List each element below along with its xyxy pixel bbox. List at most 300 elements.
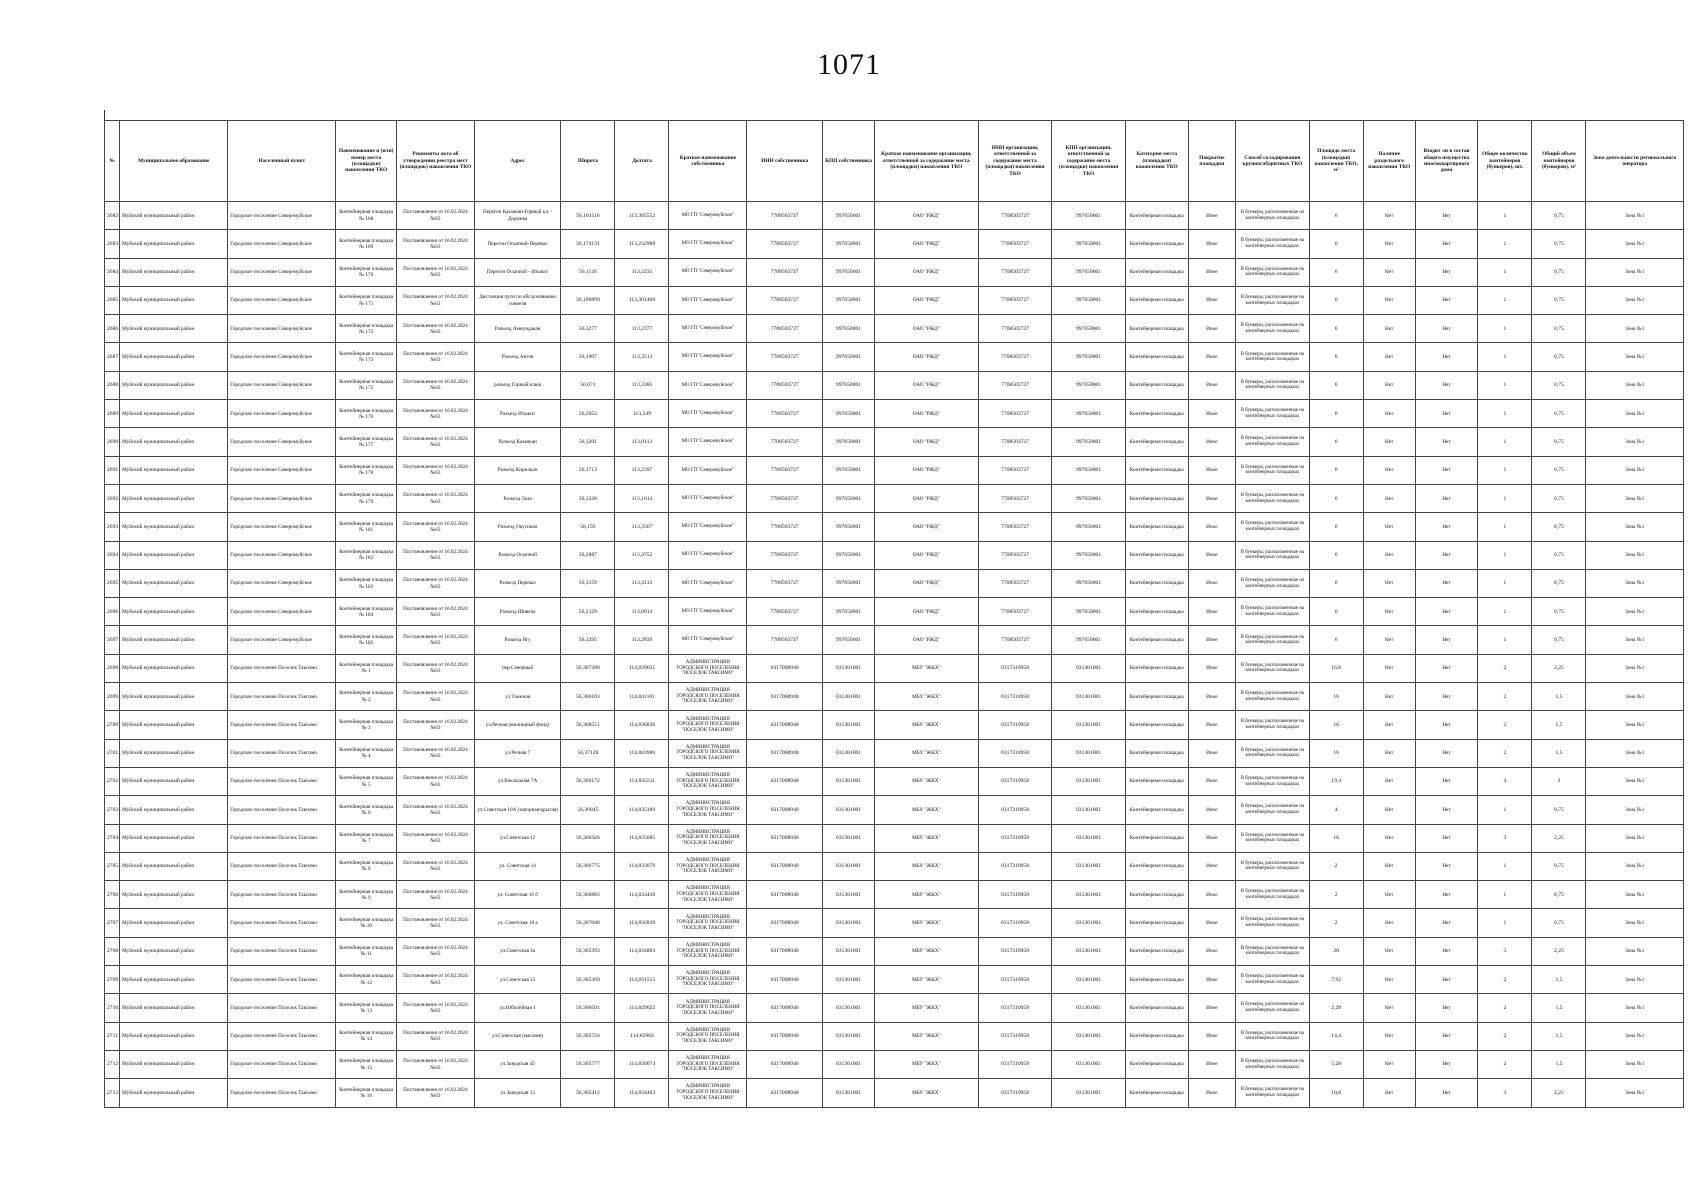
table-cell: Муйский муниципальный район (120, 626, 228, 654)
table-cell: 997650001 (823, 541, 875, 569)
table-cell: 1 (1478, 343, 1532, 371)
table-cell: 3 (1478, 937, 1532, 965)
table-cell: 113,232988 (615, 230, 669, 258)
table-cell: Городское поселение Поселок Таксимо (228, 852, 336, 880)
table-cell: 56,365777 (561, 1050, 615, 1078)
table-cell: Муйский муниципальный район (120, 428, 228, 456)
table-cell: АДМИНИСТРАЦИЯ ГОРОДСКОГО ПОСЕЛЕНИЯ "ПОСЕЛОК ТАКСИМО" (669, 796, 747, 824)
table-cell: 56,366775 (561, 852, 615, 880)
table-cell: Городское поселение Северомуйское (228, 513, 336, 541)
table-cell: 0,75 (1532, 230, 1586, 258)
table-cell: Контейнерная площадка № 8 (336, 852, 397, 880)
table-cell: Разъезд Казанкан (474, 428, 561, 456)
table-cell: 2 (1478, 1050, 1532, 1078)
table-cell: 7708503727 (747, 230, 823, 258)
table-cell: 031301001 (823, 711, 875, 739)
table-cell: Контейнерная площадка № 183 (336, 569, 397, 597)
table-cell: МБУ "ЖКХ" (874, 683, 978, 711)
table-cell: Нет (1363, 400, 1415, 428)
table-cell: Постановление от 16.02.2024 №63 (396, 654, 474, 682)
table-cell: 56,365393 (561, 937, 615, 965)
table-row (105, 541, 1684, 569)
table-cell: 1 (1478, 202, 1532, 230)
table-cell: Муйский муниципальный район (120, 230, 228, 258)
table-cell: 56,3328 (561, 484, 615, 512)
table-cell: Нет (1363, 711, 1415, 739)
table-cell: Постановление от 16.02.2024 №63 (396, 909, 474, 937)
table-cell: 997650001 (823, 626, 875, 654)
table-cell: Нет (1363, 683, 1415, 711)
table-cell: Контейнерная площадка № 175 (336, 371, 397, 399)
table-cell: 16 (1309, 683, 1363, 711)
table-cell: Нет (1363, 569, 1415, 597)
table-cell: Постановление от 16.02.2024 №63 (396, 937, 474, 965)
table-cell: Муйский муниципальный район (120, 569, 228, 597)
table-cell: 031301001 (1052, 711, 1126, 739)
table-cell: 6 (1309, 484, 1363, 512)
column-header: Общее количество контейнеров (бункеров), шт. (1478, 121, 1532, 202)
table-cell: Муйский муниципальный район (120, 315, 228, 343)
table-cell: Нет (1363, 258, 1415, 286)
left-margin-rule (104, 110, 105, 120)
table-cell: 2706 (105, 881, 120, 909)
table-cell: 7708503727 (747, 343, 823, 371)
table-cell: 2,29 (1309, 994, 1363, 1022)
table-cell: Разъезд Лазо (474, 484, 561, 512)
table-cell: 2 (1478, 994, 1532, 1022)
column-header: Реквизиты акта об утверждении реестра мест (площадок) накопления ТКО (396, 121, 474, 202)
table-cell: 2700 (105, 711, 120, 739)
table-cell: 7708503727 (978, 569, 1052, 597)
table-cell: ОАО "РЖД" (874, 484, 978, 512)
table-cell: Контейнерная площадка (1125, 1050, 1188, 1078)
table-row (105, 881, 1684, 909)
table-cell: 1,5 (1532, 1022, 1586, 1050)
table-cell: 113,2397 (615, 456, 669, 484)
table-cell: Нет (1363, 343, 1415, 371)
table-cell: Иное (1188, 513, 1236, 541)
table-cell: 0,75 (1532, 513, 1586, 541)
table-cell: 7708503727 (747, 541, 823, 569)
registry-table (104, 120, 1684, 1108)
table-cell: ул.Заводская 13 (474, 1079, 561, 1107)
table-cell: ОАО "РЖД" (874, 343, 978, 371)
table-cell: В бункеры, расположенные на контейнерных площадках (1236, 966, 1310, 994)
table-cell: 113,3567 (615, 513, 669, 541)
table-cell: В бункеры, расположенные на контейнерных площадках (1236, 881, 1310, 909)
table-cell: 0317310958 (978, 796, 1052, 824)
table-cell: Контейнерная площадка (1125, 456, 1188, 484)
table-cell: Иное (1188, 343, 1236, 371)
table-cell: Иное (1188, 428, 1236, 456)
table-cell: 1,5 (1532, 739, 1586, 767)
table-cell: 031301001 (1052, 909, 1126, 937)
table-cell: 114,843986 (615, 739, 669, 767)
table-cell: 997650001 (823, 569, 875, 597)
table-cell: В бункеры, расположенные на контейнерных площадках (1236, 937, 1310, 965)
table-cell: Контейнерная площадка № 10 (336, 909, 397, 937)
table-cell: 031301001 (823, 796, 875, 824)
table-cell: Муйский муниципальный район (120, 881, 228, 909)
table-cell: В бункеры, расположенные на контейнерных площадках (1236, 1050, 1310, 1078)
table-cell: Городское поселение Северомуйское (228, 626, 336, 654)
table-row (105, 937, 1684, 965)
table-cell: 114,834403 (615, 1079, 669, 1107)
table-cell: 0317008940 (747, 711, 823, 739)
table-cell: МО ГП "Северомуйское" (669, 428, 747, 456)
table-cell: Зона №1 (1586, 1079, 1684, 1107)
table-cell: В бункеры, расположенные на контейнерных площадках (1236, 315, 1310, 343)
table-cell: 997650001 (1052, 315, 1126, 343)
table-cell: МБУ "ЖКХ" (874, 966, 978, 994)
table-cell: 0317008940 (747, 824, 823, 852)
table-cell: 2694 (105, 541, 120, 569)
table-cell: 113,305552 (615, 202, 669, 230)
table-cell: В бункеры, расположенные на контейнерных площадках (1236, 767, 1310, 795)
table-cell: МБУ "ЖКХ" (874, 654, 978, 682)
table-cell: 997650001 (1052, 400, 1126, 428)
table-cell: 0317310958 (978, 852, 1052, 880)
table-cell: АДМИНИСТРАЦИЯ ГОРОДСКОГО ПОСЕЛЕНИЯ "ПОСЕЛОК ТАКСИМО" (669, 654, 747, 682)
table-cell: Нет (1415, 626, 1478, 654)
column-header: Входит ли в состав общего имущества многоквартирного дома (1415, 121, 1478, 202)
table-cell: Муйский муниципальный район (120, 937, 228, 965)
table-cell: Зона №1 (1586, 569, 1684, 597)
table-cell: 114,833679 (615, 852, 669, 880)
table-cell: Иное (1188, 881, 1236, 909)
table-cell: Контейнерная площадка № 9 (336, 881, 397, 909)
column-header: Муниципальное образование (120, 121, 228, 202)
table-row (105, 1050, 1684, 1078)
table-cell: Зона №1 (1586, 852, 1684, 880)
table-cell: 997650001 (823, 343, 875, 371)
table-cell: 7708503727 (747, 258, 823, 286)
table-cell: 6 (1309, 456, 1363, 484)
table-cell: Городское поселение Северомуйское (228, 202, 336, 230)
table-cell: 56,1136 (561, 258, 615, 286)
table-cell: В бункеры, расположенные на контейнерных площадках (1236, 286, 1310, 314)
table-cell: Иное (1188, 484, 1236, 512)
table-cell: Иное (1188, 371, 1236, 399)
table-cell: Городское поселение Северомуйское (228, 286, 336, 314)
table-cell: 7,92 (1309, 966, 1363, 994)
table-cell: Контейнерная площадка (1125, 994, 1188, 1022)
table-cell: 7708503727 (978, 456, 1052, 484)
column-header: Краткое наименование организации, ответственной за содержание места (площадки) накопления ТКО (874, 121, 978, 202)
table-cell: Муйский муниципальный район (120, 541, 228, 569)
table-row (105, 343, 1684, 371)
table-cell: Постановление от 16.02.2024 №63 (396, 569, 474, 597)
table-cell: В бункеры, расположенные на контейнерных площадках (1236, 683, 1310, 711)
table-cell: 997650001 (823, 400, 875, 428)
table-cell: 114,834803 (615, 937, 669, 965)
table-cell: Контейнерная площадка № 170 (336, 258, 397, 286)
table-cell: Иное (1188, 569, 1236, 597)
table-cell: 031301001 (823, 654, 875, 682)
table-cell: Разъезд Осыпной (474, 541, 561, 569)
table-cell: 16,8 (1309, 654, 1363, 682)
table-cell: 031301001 (823, 937, 875, 965)
table-cell: 031301001 (1052, 739, 1126, 767)
table-cell: АДМИНИСТРАЦИЯ ГОРОДСКОГО ПОСЕЛЕНИЯ "ПОСЕЛОК ТАКСИМО" (669, 1079, 747, 1107)
table-cell: Нет (1415, 598, 1478, 626)
table-cell: Постановление от 16.02.2024 №63 (396, 230, 474, 258)
table-cell: 2712 (105, 1050, 120, 1078)
table-cell: Контейнерная площадка (1125, 315, 1188, 343)
table-cell: 0,75 (1532, 343, 1586, 371)
table-cell: 7708503727 (747, 626, 823, 654)
table-cell: Нет (1415, 371, 1478, 399)
table-cell: 6 (1309, 626, 1363, 654)
table-row (105, 598, 1684, 626)
table-cell: 114,82963 (615, 1022, 669, 1050)
table-row (105, 796, 1684, 824)
table-cell: Нет (1415, 343, 1478, 371)
table-row (105, 626, 1684, 654)
table-cell: Контейнерная площадка № 171 (336, 286, 397, 314)
table-cell: 0317310958 (978, 683, 1052, 711)
table-cell: Контейнерная площадка (1125, 230, 1188, 258)
table-cell: Иное (1188, 202, 1236, 230)
table-cell: АДМИНИСТРАЦИЯ ГОРОДСКОГО ПОСЕЛЕНИЯ "ПОСЕЛОК ТАКСИМО" (669, 909, 747, 937)
table-cell: Постановление от 16.02.2024 №63 (396, 711, 474, 739)
table-cell: Постановление от 16.02.2024 №63 (396, 739, 474, 767)
table-cell: Муйский муниципальный район (120, 739, 228, 767)
table-cell: Муйский муниципальный район (120, 1079, 228, 1107)
table-cell: 0,75 (1532, 569, 1586, 597)
table-cell: 2686 (105, 315, 120, 343)
table-row (105, 258, 1684, 286)
table-cell: Контейнерная площадка № 5 (336, 767, 397, 795)
table-cell: 0,75 (1532, 484, 1586, 512)
table-cell: Контейнерная площадка № 4 (336, 739, 397, 767)
table-cell: Контейнерная площадка № 184 (336, 598, 397, 626)
table-cell: 56,3295 (561, 626, 615, 654)
table-cell: Зона №1 (1586, 796, 1684, 824)
table-cell: 7708503727 (747, 286, 823, 314)
table-cell: 0317008940 (747, 881, 823, 909)
table-cell: Городское поселение Северомуйское (228, 428, 336, 456)
table-cell: Контейнерная площадка (1125, 371, 1188, 399)
table-cell: Нет (1363, 937, 1415, 965)
table-cell: 031301001 (823, 1022, 875, 1050)
table-cell: Зона №1 (1586, 739, 1684, 767)
table-cell: 031301001 (1052, 654, 1126, 682)
table-cell: В бункеры, расположенные на контейнерных площадках (1236, 513, 1310, 541)
table-cell: 5,28 (1309, 1050, 1363, 1078)
table-cell: Муйский муниципальный район (120, 1022, 228, 1050)
table-cell: Нет (1415, 711, 1478, 739)
table-cell: Иное (1188, 937, 1236, 965)
table-cell: В бункеры, расположенные на контейнерных площадках (1236, 569, 1310, 597)
table-cell: Постановление от 16.02.2024 №63 (396, 541, 474, 569)
table-cell: Зона №1 (1586, 824, 1684, 852)
table-cell: МБУ "ЖКХ" (874, 852, 978, 880)
table-cell: Иное (1188, 598, 1236, 626)
table-cell: 031301001 (823, 739, 875, 767)
table-cell: 7708503727 (747, 400, 823, 428)
table-row (105, 230, 1684, 258)
table-cell: ОАО "РЖД" (874, 258, 978, 286)
table-cell: В бункеры, расположенные на контейнерных площадках (1236, 371, 1310, 399)
table-row (105, 456, 1684, 484)
table-cell: Муйский муниципальный район (120, 824, 228, 852)
table-cell: Контейнерная площадка (1125, 767, 1188, 795)
table-cell: 2702 (105, 767, 120, 795)
table-cell: ул. Советская 16 б (474, 881, 561, 909)
table-cell: 4 (1309, 796, 1363, 824)
table-cell: 1,5 (1532, 1050, 1586, 1078)
table-cell: 2711 (105, 1022, 120, 1050)
table-cell: 1 (1478, 400, 1532, 428)
table-row (105, 739, 1684, 767)
table-cell: 114,839621 (615, 654, 669, 682)
table-cell: 0317310958 (978, 881, 1052, 909)
table-cell: Иное (1188, 315, 1236, 343)
table-cell: 2691 (105, 456, 120, 484)
table-cell: Городское поселение Поселок Таксимо (228, 824, 336, 852)
table-cell: 6 (1309, 428, 1363, 456)
table-cell: МО ГП "Северомуйское" (669, 484, 747, 512)
table-cell: Нет (1415, 937, 1478, 965)
table-cell: 0317008940 (747, 937, 823, 965)
table-cell: ОАО "РЖД" (874, 371, 978, 399)
table-cell: Зона №1 (1586, 881, 1684, 909)
table-cell: 6 (1309, 258, 1363, 286)
table-cell: 997650001 (823, 428, 875, 456)
table-cell: Контейнерная площадка № 11 (336, 937, 397, 965)
table-cell: 2 (1478, 1022, 1532, 1050)
table-cell: 1 (1478, 796, 1532, 824)
table-cell: 1,5 (1532, 966, 1586, 994)
table-cell: Нет (1363, 626, 1415, 654)
table-cell: 031301001 (823, 852, 875, 880)
table-cell: Нет (1363, 315, 1415, 343)
table-cell: 0,75 (1532, 456, 1586, 484)
table-cell: Иное (1188, 824, 1236, 852)
table-cell: 56,368551 (561, 711, 615, 739)
table-cell: Городское поселение Поселок Таксимо (228, 711, 336, 739)
table-cell: Городское поселение Поселок Таксимо (228, 654, 336, 682)
table-cell: 56,2653 (561, 400, 615, 428)
table-cell: В бункеры, расположенные на контейнерных площадках (1236, 456, 1310, 484)
table-cell: 1,5 (1532, 683, 1586, 711)
table-cell: Городское поселение Поселок Таксимо (228, 683, 336, 711)
table-cell: МБУ "ЖКХ" (874, 1079, 978, 1107)
table-cell: В бункеры, расположенные на контейнерных площадках (1236, 258, 1310, 286)
table-cell: В бункеры, расположенные на контейнерных площадках (1236, 484, 1310, 512)
table-cell: Нет (1363, 739, 1415, 767)
table-cell: Иное (1188, 654, 1236, 682)
table-cell: Городское поселение Поселок Таксимо (228, 1079, 336, 1107)
table-cell: МБУ "ЖКХ" (874, 994, 978, 1022)
table-cell: ОАО "РЖД" (874, 513, 978, 541)
table-cell: Нет (1415, 796, 1478, 824)
table-cell: Контейнерная площадка № 181 (336, 513, 397, 541)
table-cell: 6 (1309, 315, 1363, 343)
table-cell: Контейнерная площадка (1125, 400, 1188, 428)
table-cell: 2692 (105, 484, 120, 512)
table-cell: Городское поселение Северомуйское (228, 343, 336, 371)
table-cell: Контейнерная площадка № 12 (336, 966, 397, 994)
table-cell: Нет (1415, 966, 1478, 994)
table-cell: Нет (1363, 909, 1415, 937)
table-cell: АДМИНИСТРАЦИЯ ГОРОДСКОГО ПОСЕЛЕНИЯ "ПОСЕЛОК ТАКСИМО" (669, 966, 747, 994)
table-cell: 031301001 (1052, 937, 1126, 965)
table-cell: 2701 (105, 739, 120, 767)
table-row (105, 966, 1684, 994)
table-cell: 2703 (105, 796, 120, 824)
column-header: Способ складирования крупногабаритных ТКО (1236, 121, 1310, 202)
table-cell: Нет (1415, 881, 1478, 909)
table-cell: Контейнерная площадка (1125, 711, 1188, 739)
table-cell: Разъезд Окусикан (474, 513, 561, 541)
table-cell: Нет (1415, 683, 1478, 711)
table-cell: 2 (1309, 852, 1363, 880)
table-row (105, 654, 1684, 682)
table-cell: 031301001 (1052, 824, 1126, 852)
table-cell: Постановление от 16.02.2024 №63 (396, 286, 474, 314)
table-cell: 19,4 (1309, 767, 1363, 795)
table-cell: 997650001 (1052, 202, 1126, 230)
column-header: ИНН организации, ответственной за содержание места (площадки) накопления ТКО (978, 121, 1052, 202)
table-cell: ОАО "РЖД" (874, 626, 978, 654)
table-cell: Иное (1188, 1050, 1236, 1078)
table-cell: 997650001 (1052, 343, 1126, 371)
table-cell: 0317310958 (978, 966, 1052, 994)
table-cell: Зона №1 (1586, 541, 1684, 569)
table-cell: Муйский муниципальный район (120, 654, 228, 682)
table-cell: Муйский муниципальный район (120, 400, 228, 428)
table-cell: Перегон Осыпной - Итыкит (474, 258, 561, 286)
table-cell: 7708503727 (747, 202, 823, 230)
table-cell: МО ГП "Северомуйское" (669, 315, 747, 343)
table-cell: 997650001 (823, 202, 875, 230)
table-cell: 0317008940 (747, 1079, 823, 1107)
table-cell: Нет (1363, 484, 1415, 512)
table-cell: Нет (1415, 569, 1478, 597)
table-cell: 56,37128 (561, 739, 615, 767)
table-cell: 6 (1309, 569, 1363, 597)
table-cell: 56,3159 (561, 569, 615, 597)
table-cell: Постановление от 16.02.2024 №63 (396, 767, 474, 795)
table-cell: 031301001 (1052, 1050, 1126, 1078)
table-cell: Зона №1 (1586, 1050, 1684, 1078)
table-cell: 113,349 (615, 400, 669, 428)
table-cell: Постановление от 16.02.2024 №63 (396, 484, 474, 512)
table-cell: 2682 (105, 202, 120, 230)
table-cell: Контейнерная площадка № 6 (336, 796, 397, 824)
table-cell: 0317008940 (747, 796, 823, 824)
table-cell: 031301001 (823, 767, 875, 795)
table-cell: 2699 (105, 683, 120, 711)
table-cell: Контейнерная площадка (1125, 626, 1188, 654)
table-cell: Зона №1 (1586, 654, 1684, 682)
table-cell: Нет (1415, 315, 1478, 343)
table-row (105, 315, 1684, 343)
table-cell: 114,832839 (615, 909, 669, 937)
table-cell: Контейнерная площадка (1125, 824, 1188, 852)
table-cell: 6 (1309, 202, 1363, 230)
table-cell: 2 (1478, 711, 1532, 739)
table-cell: 7708503727 (747, 315, 823, 343)
table-cell: МБУ "ЖКХ" (874, 1050, 978, 1078)
table-cell: 56,366326 (561, 824, 615, 852)
table-cell: Муйский муниципальный район (120, 484, 228, 512)
table-cell: Контейнерная площадка № 13 (336, 994, 397, 1022)
table-cell: АДМИНИСТРАЦИЯ ГОРОДСКОГО ПОСЕЛЕНИЯ "ПОСЕЛОК ТАКСИМО" (669, 937, 747, 965)
column-header: Долгота (615, 121, 669, 202)
